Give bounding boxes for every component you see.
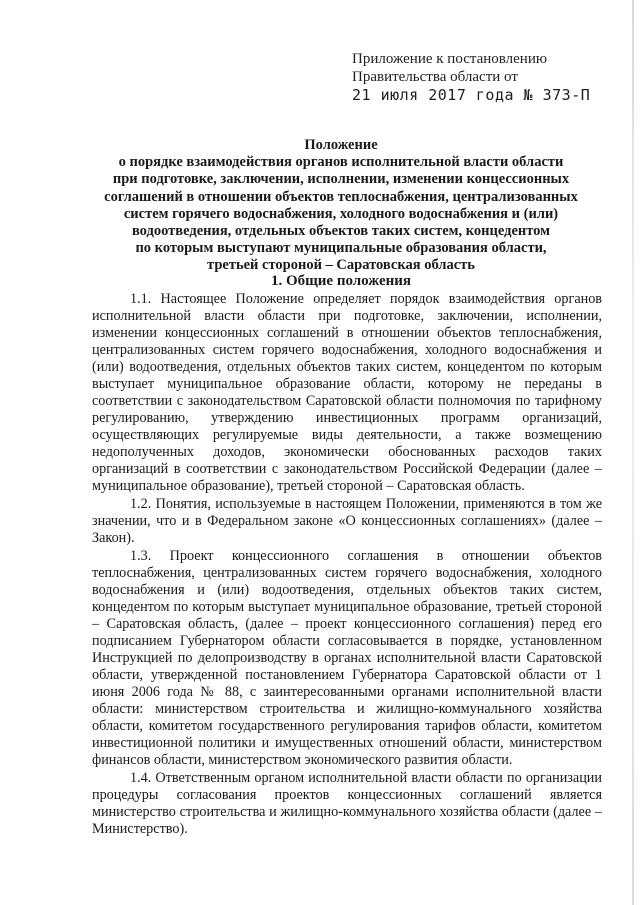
appendix-line-2: Правительства области от — [352, 69, 518, 85]
title-line: по которым выступают муниципальные образования области, — [135, 240, 547, 257]
title-heading: Положение — [304, 137, 378, 153]
title-line: при подготовке, заключении, исполнении, изменении концессионных — [112, 171, 570, 188]
appendix-date-stamp: 21 июля 2017 года № 373-П — [352, 86, 591, 104]
title-line: третьей стороной – Саратовская область — [207, 257, 475, 274]
title-line: соглашений в отношении объектов теплоснабжения, централизованных — [104, 188, 578, 205]
scan-edge — [632, 0, 634, 905]
title-line: водоотведения, отдельных объектов таких систем, концедентом — [131, 223, 551, 240]
title-line: о порядке взаимодействия органов исполнительной власти области — [118, 154, 564, 171]
title-line: систем горячего водоснабжения, холодного водоснабжения и (или) — [123, 205, 559, 222]
appendix-block — [352, 50, 632, 104]
paragraph-1-3: 1.3. Проект концессионного соглашения в отношении объектов теплоснабжения, централизованных систем горячего водоснабжения, холодного водоснабжения и (или) водоотведения, отдельных объектов таких систем, концедентом по которым выступает муниципальное образование, третьей стороной – Саратовская область, (далее – проект концессионного соглашения) перед его подписанием Губернатором области согласовывается в порядке, установленном Инструкцией по делопроизводству в органах исполнительной власти Саратовской области, утвержденной постановлением Губернатора Саратовской области от 1 июня 2006 года № 88, с заинтересованными органами исполнительной власти области: министерством строительства и жилищно-коммунального хозяйства области, комитетом государственного регулирования тарифов области, комитетом инвестиционной политики и имущественных отношений области, министерством финансов области, министерством экономического развития области. — [92, 548, 602, 768]
document-body — [92, 291, 602, 838]
section-heading: 1. Общие положения — [270, 273, 412, 289]
paragraph-1-4: 1.4. Ответственным органом исполнительной власти области по организации процедуры согласования проектов концессионных соглашений является министерство строительства и жилищно-коммунального хозяйства области (далее – Министерство). — [92, 770, 602, 837]
paragraph-1-2: 1.2. Понятия, используемые в настоящем Положении, применяются в том же значении, что и в Федеральном законе «О концессионных соглашениях» (далее – Закон). — [92, 496, 602, 546]
paragraph-1-1: 1.1. Настоящее Положение определяет порядок взаимодействия органов исполнительной власти области при подготовке, заключении, исполнении, изменении концессионных соглашений в отношении объектов теплоснабжения, централизованных систем горячего водоснабжения, холодного водоснабжения и (или) водоотведения, отдельных объектов таких систем, концедентом по которым выступает муниципальное образование области, которому не переданы в соответствии с законодательством Саратовской области полномочия по тарифному регулированию, утверждению инвестиционных программ организаций, осуществляющих регулируемые виды деятельности, а также возмещению недополученных доходов, экономически обоснованных расходов таких организаций в соответствии с законодательством Российской Федерации (далее – муниципальное образование), третьей стороной – Саратовская область. — [92, 291, 602, 494]
document-title — [80, 137, 602, 275]
appendix-line-1: Приложение к постановлению — [352, 51, 548, 67]
